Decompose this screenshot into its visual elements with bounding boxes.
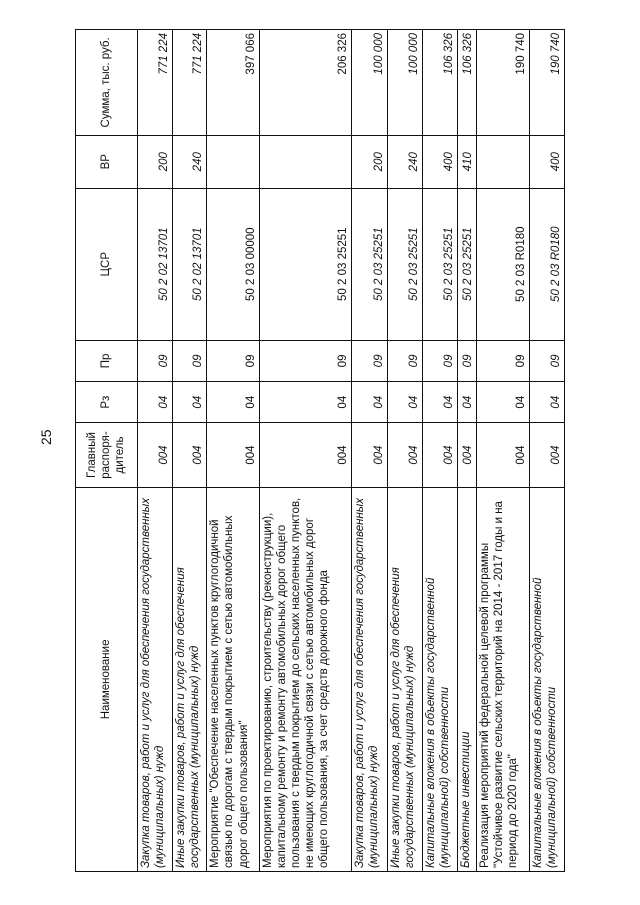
row-csr: 50 2 03 25251: [259, 188, 351, 340]
row-sum: 206 326: [259, 30, 351, 136]
page-number: 25: [38, 429, 54, 445]
row-rz: 04: [476, 382, 529, 423]
row-vr: 400: [423, 135, 458, 188]
row-pr: 09: [172, 340, 207, 381]
row-vr: 200: [352, 135, 388, 188]
row-vr: 240: [388, 135, 423, 188]
row-sum: 190 740: [530, 30, 565, 136]
row-gr: 004: [352, 423, 388, 487]
table-row: [530, 30, 565, 872]
row-pr: 09: [458, 340, 476, 381]
row-rz: 04: [172, 382, 207, 423]
row-gr: 004: [137, 423, 172, 487]
row-sum: 100 000: [388, 30, 423, 136]
row-rz: 04: [458, 382, 476, 423]
row-gr: 004: [423, 423, 458, 487]
row-vr: [476, 135, 529, 188]
row-csr: 50 2 03 R0180: [476, 188, 529, 340]
row-pr: 09: [388, 340, 423, 381]
row-name: Мероприятие "Обеспечение населенных пунктов круглогодичной связью по дорогам с твердым покрытием с сетью автомобильных дорог общего пользования": [207, 487, 259, 871]
table-header-row: [76, 30, 138, 872]
row-name: Бюджетные инвестиции: [458, 487, 476, 871]
row-name: Мероприятия по проектированию, строительству (реконструкции), капитальному ремонту и ремонту автомобильных дорог общего пользования с твердым покрытием до сельских населенных пунктов, не имеющих круглогодичной связи с сетью автомобильных дорог общего пользования, за счет средств дорожного фонда: [259, 487, 351, 871]
row-sum: 397 066: [207, 30, 259, 136]
row-name: Капитальные вложения в объекты государственной (муниципальной) собственности: [423, 487, 458, 871]
row-rz: 04: [423, 382, 458, 423]
row-csr: 50 2 03 25251: [352, 188, 388, 340]
row-gr: 004: [259, 423, 351, 487]
row-pr: 09: [259, 340, 351, 381]
rotated-page-content: [75, 29, 565, 872]
header-csr: ЦСР: [76, 188, 138, 340]
row-name: Закупка товаров, работ и услуг для обеспечения государственных (муниципальных) нужд: [352, 487, 388, 871]
row-csr: 50 2 03 25251: [423, 188, 458, 340]
row-vr: 240: [172, 135, 207, 188]
table-row: [388, 30, 423, 872]
row-sum: 106 326: [458, 30, 476, 136]
row-pr: 09: [530, 340, 565, 381]
row-vr: 200: [137, 135, 172, 188]
row-sum: 100 000: [352, 30, 388, 136]
table-row: [423, 30, 458, 872]
row-csr: 50 2 03 25251: [388, 188, 423, 340]
row-pr: 09: [476, 340, 529, 381]
row-vr: [259, 135, 351, 188]
row-name: Капитальные вложения в объекты государственной (муниципальной) собственности: [530, 487, 565, 871]
table-row: [207, 30, 259, 872]
row-rz: 04: [530, 382, 565, 423]
row-sum: 190 740: [476, 30, 529, 136]
row-pr: 09: [352, 340, 388, 381]
header-sum: Сумма, тыс. руб.: [76, 30, 138, 136]
row-gr: 004: [476, 423, 529, 487]
row-name: Закупка товаров, работ и услуг для обеспечения государственных (муниципальных) нужд: [137, 487, 172, 871]
table-row: [259, 30, 351, 872]
row-pr: 09: [423, 340, 458, 381]
row-vr: 410: [458, 135, 476, 188]
row-csr: 50 2 03 25251: [458, 188, 476, 340]
table-row: [172, 30, 207, 872]
row-vr: [207, 135, 259, 188]
row-gr: 004: [388, 423, 423, 487]
row-sum: 771 224: [172, 30, 207, 136]
row-csr: 50 2 02 13701: [172, 188, 207, 340]
row-rz: 04: [388, 382, 423, 423]
row-vr: 400: [530, 135, 565, 188]
row-csr: 50 2 02 13701: [137, 188, 172, 340]
row-gr: 004: [458, 423, 476, 487]
table-row: [458, 30, 476, 872]
row-name: Иные закупки товаров, работ и услуг для обеспечения государственных (муниципальных) нужд: [388, 487, 423, 871]
table-row: [476, 30, 529, 872]
row-gr: 004: [530, 423, 565, 487]
row-rz: 04: [137, 382, 172, 423]
header-rz: Рз: [76, 382, 138, 423]
header-pr: Пр: [76, 340, 138, 381]
row-csr: 50 2 03 R0180: [530, 188, 565, 340]
header-gr: Главный распоря-дитель: [76, 423, 138, 487]
row-pr: 09: [207, 340, 259, 381]
header-vr: ВР: [76, 135, 138, 188]
row-gr: 004: [172, 423, 207, 487]
table-row: [352, 30, 388, 872]
row-rz: 04: [259, 382, 351, 423]
row-csr: 50 2 03 00000: [207, 188, 259, 340]
header-name: Наименование: [76, 487, 138, 871]
row-rz: 04: [207, 382, 259, 423]
row-sum: 106 326: [423, 30, 458, 136]
row-name: Иные закупки товаров, работ и услуг для обеспечения государственных (муниципальных) нужд: [172, 487, 207, 871]
row-pr: 09: [137, 340, 172, 381]
table-row: [137, 30, 172, 872]
row-name: Реализация мероприятий федеральной целевой программы "Устойчивое развитие сельских территорий на 2014 - 2017 годы и на период до 2020 года": [476, 487, 529, 871]
budget-table: [75, 29, 565, 872]
row-rz: 04: [352, 382, 388, 423]
row-gr: 004: [207, 423, 259, 487]
row-sum: 771 224: [137, 30, 172, 136]
